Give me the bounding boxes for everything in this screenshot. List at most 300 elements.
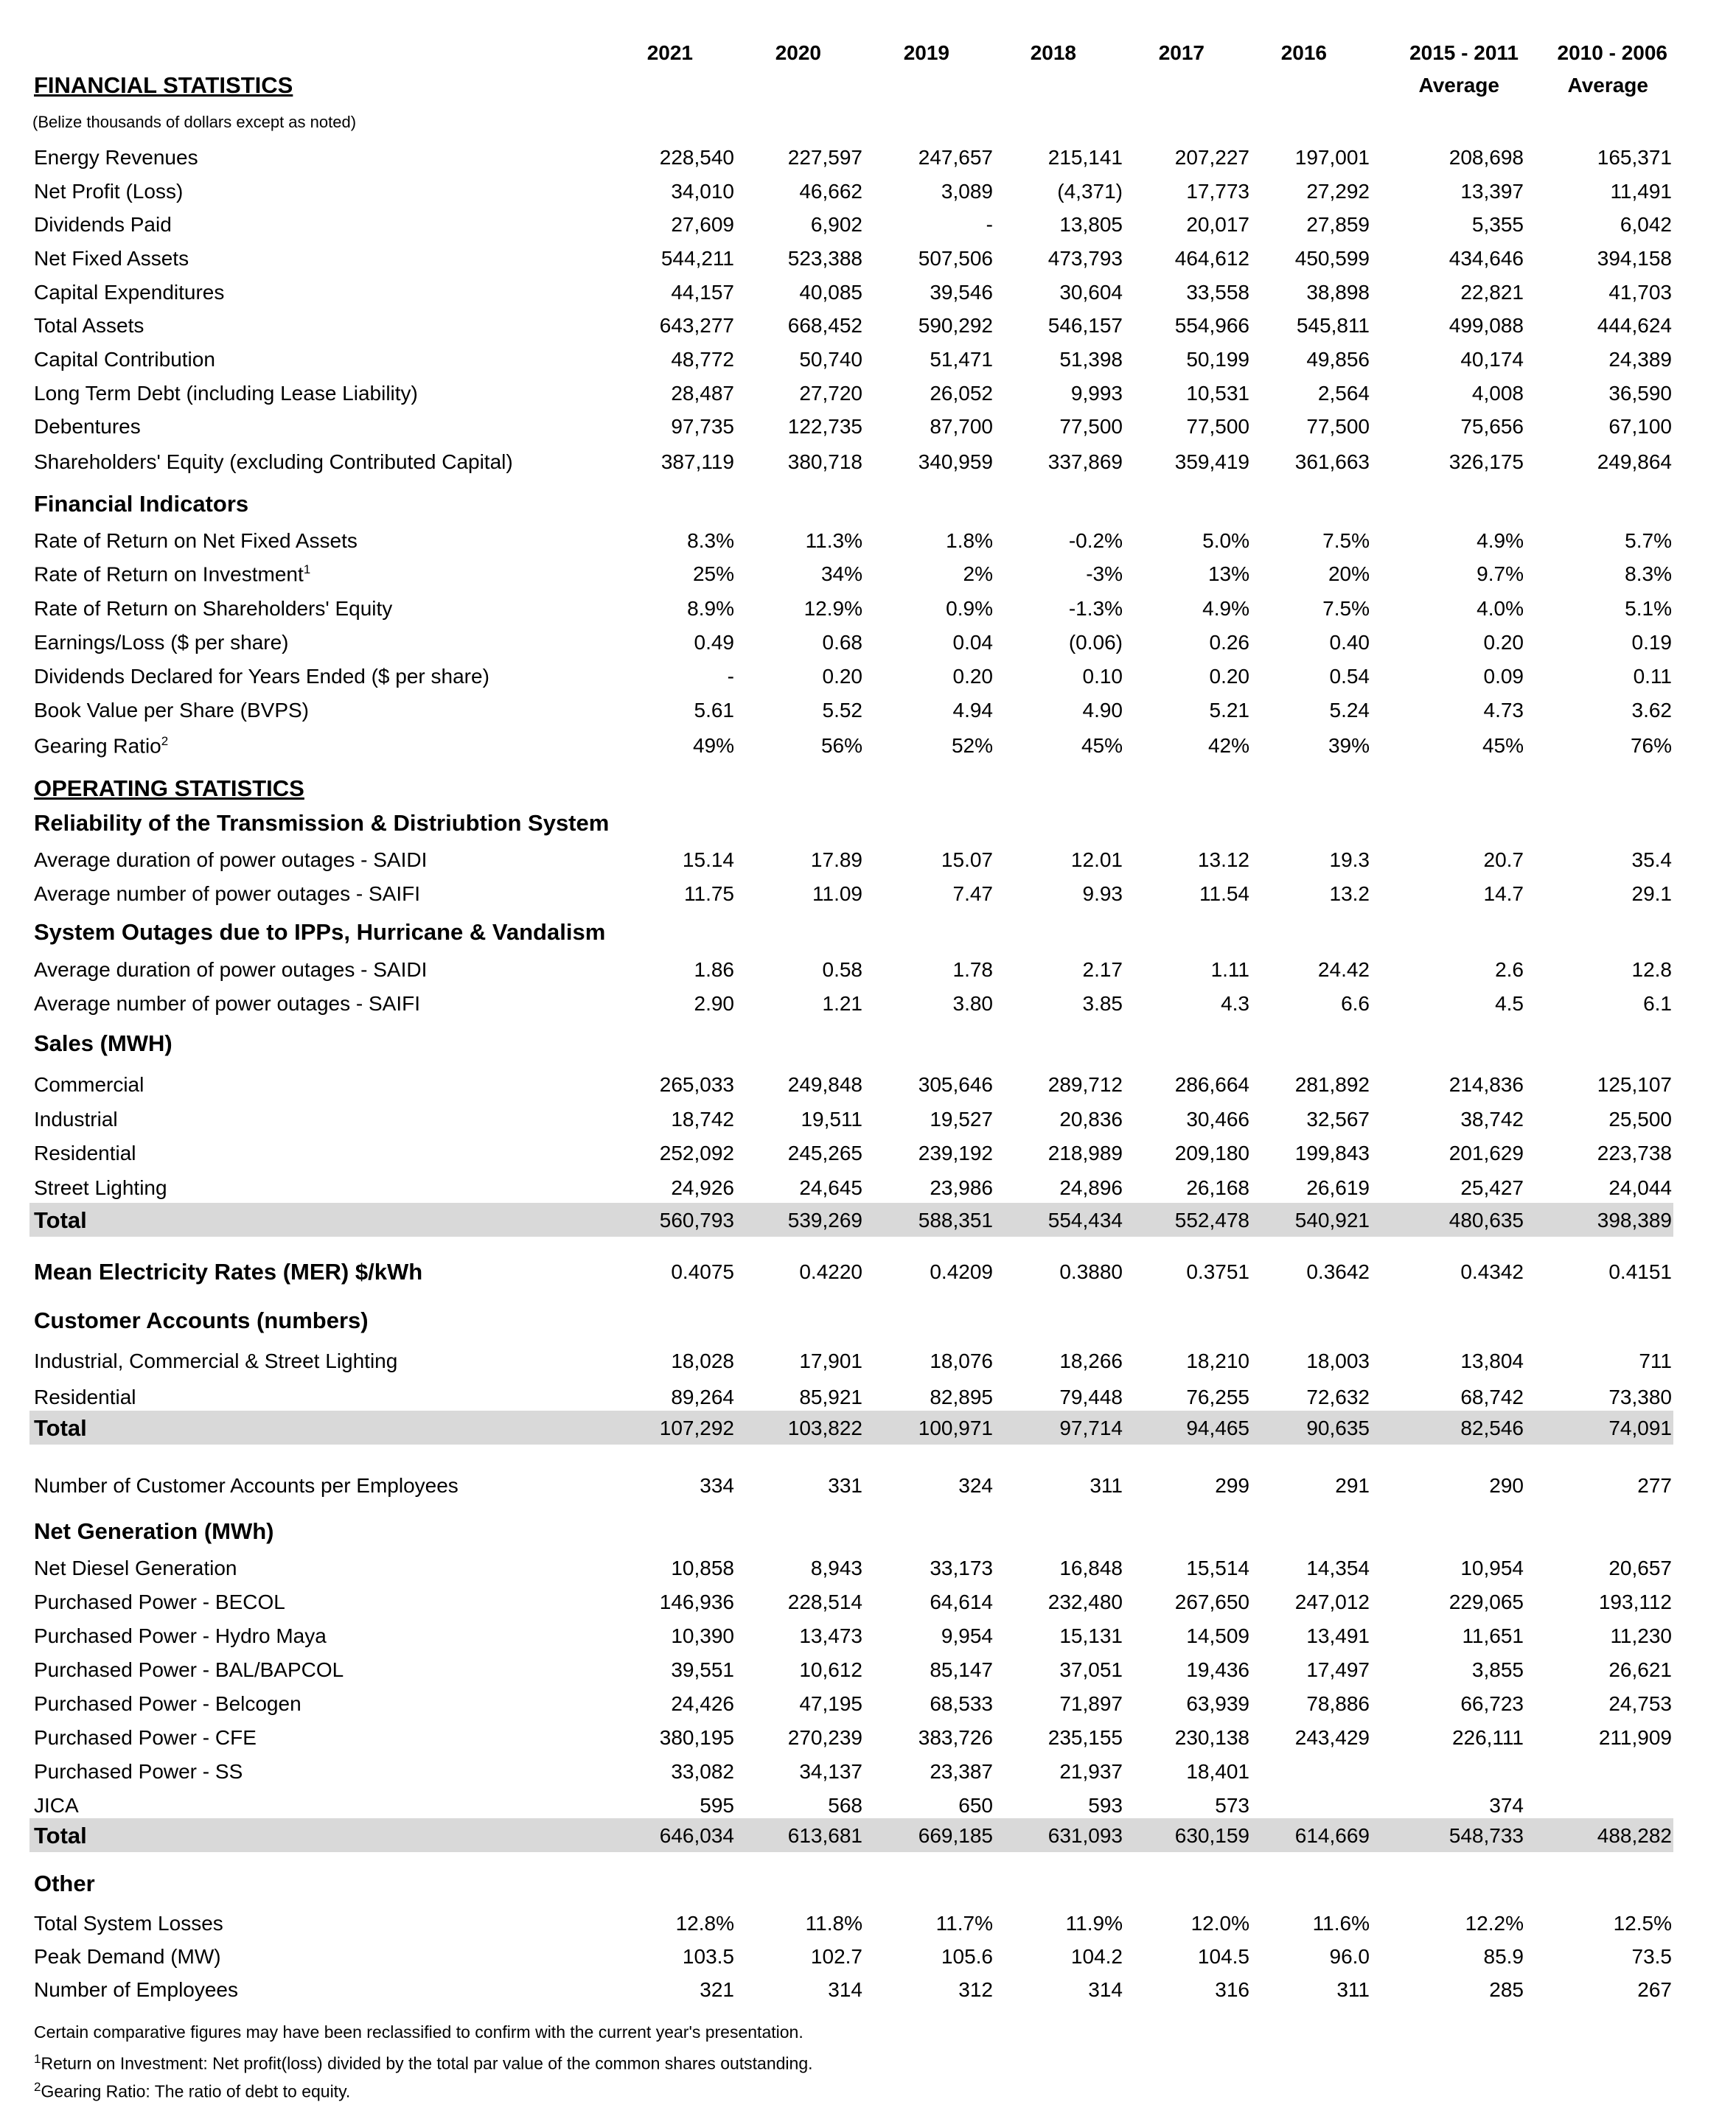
cell-value: 507,506: [918, 247, 993, 270]
row-label: [34, 1978, 238, 2002]
cell-value: 286,664: [1174, 1073, 1249, 1096]
row-label: [34, 281, 224, 304]
cell-value: 32,567: [1306, 1108, 1370, 1131]
section-title: Reliability of the Transmission & Distriubtion System: [34, 810, 610, 836]
cell-value: 232,480: [1047, 1591, 1123, 1613]
row-label-text: Capital Contribution: [34, 348, 215, 371]
cell-value: 103.5: [682, 1945, 734, 1968]
cell-value: 630,159: [1174, 1824, 1249, 1847]
cell-value: 17,497: [1306, 1658, 1370, 1681]
cell-value: 73.5: [1631, 1945, 1672, 1968]
cell-value: 2,564: [1317, 382, 1370, 405]
cell-value: 434,646: [1449, 247, 1524, 270]
row-label: [34, 213, 172, 237]
table-row: [29, 1103, 1673, 1137]
row-label: [34, 146, 198, 170]
row-label-text: Total Assets: [34, 314, 144, 337]
cell-value: 24.42: [1317, 958, 1370, 981]
cell-value: 0.20: [1483, 631, 1524, 654]
row-label-text: Purchased Power - BECOL: [34, 1591, 285, 1613]
cell-value: 40,085: [799, 281, 862, 304]
cell-value: 85.9: [1483, 1945, 1524, 1968]
cell-value: 209,180: [1174, 1142, 1249, 1165]
cell-value: 0.58: [822, 958, 862, 981]
cell-value: 247,012: [1294, 1591, 1370, 1613]
cell-value: (4,371): [1057, 180, 1123, 203]
cell-value: 4.9%: [1202, 597, 1249, 620]
cell-value: 38,898: [1306, 281, 1370, 304]
row-label-text: Rate of Return on Net Fixed Assets: [34, 529, 358, 552]
table-row: [29, 878, 1673, 912]
cell-value: 11.09: [812, 882, 862, 905]
cell-value: 291: [1335, 1474, 1370, 1497]
row-label: [34, 529, 358, 553]
cell-value: 631,093: [1047, 1824, 1123, 1847]
cell-value: 593: [1088, 1794, 1123, 1817]
cell-value: 12.5%: [1613, 1912, 1672, 1935]
cell-value: 321: [700, 1978, 734, 2001]
cell-value: 102.7: [810, 1945, 862, 1968]
row-label: [34, 597, 392, 621]
row-label: [34, 882, 420, 906]
cell-value: 19.3: [1329, 848, 1370, 871]
cell-value: 66,723: [1460, 1692, 1524, 1715]
row-label: [34, 1415, 87, 1442]
cell-value: 18,266: [1059, 1349, 1123, 1372]
cell-value: 94,465: [1186, 1417, 1249, 1439]
cell-value: 25%: [692, 562, 734, 585]
row-label-text: Gearing Ratio: [34, 734, 161, 758]
cell-value: 21,937: [1059, 1760, 1123, 1783]
cell-value: 4.0%: [1477, 597, 1524, 620]
cell-value: 97,735: [671, 415, 734, 438]
cell-value: 7.47: [952, 882, 993, 905]
row-label: [34, 1591, 285, 1614]
row-label: [34, 992, 420, 1016]
row-label: [34, 734, 168, 758]
row-label: [34, 1945, 221, 1969]
column-header: 2020: [775, 41, 821, 64]
cell-value: 3.85: [1082, 992, 1123, 1015]
cell-value: 223,738: [1597, 1142, 1672, 1165]
cell-value: 20%: [1328, 562, 1370, 585]
row-label: [34, 1207, 87, 1234]
cell-value: 207,227: [1174, 146, 1249, 169]
cell-value: 50,740: [799, 348, 862, 371]
cell-value: 595: [700, 1794, 734, 1817]
row-label-text: Purchased Power - Hydro Maya: [34, 1624, 327, 1647]
cell-value: 20.7: [1483, 848, 1524, 871]
footnote-marker: 2: [161, 734, 169, 748]
cell-value: 1.11: [1210, 958, 1249, 981]
cell-value: 359,419: [1174, 450, 1249, 473]
cell-value: 51,398: [1059, 348, 1123, 371]
row-label-text: Capital Expenditures: [34, 281, 225, 304]
cell-value: 265,033: [659, 1073, 734, 1096]
cell-value: 2.90: [694, 992, 734, 1015]
cell-value: 0.54: [1329, 665, 1370, 688]
cell-value: 104.2: [1070, 1945, 1123, 1968]
row-label-text: Total: [34, 1207, 87, 1233]
cell-value: 4,008: [1471, 382, 1524, 405]
row-label-text: Rate of Return on Shareholders' Equity: [34, 597, 393, 620]
cell-value: 10,390: [671, 1624, 734, 1647]
cell-value: 50,199: [1186, 348, 1249, 371]
cell-value: 6,902: [810, 213, 862, 236]
cell-value: 107,292: [659, 1417, 734, 1439]
cell-value: 13,805: [1059, 213, 1123, 236]
footnote-text: Return on Investment: Net profit(loss) divided by the total par value of the common shares outstanding.: [41, 2053, 813, 2073]
cell-value: 12.01: [1070, 848, 1123, 871]
cell-value: 380,718: [787, 450, 862, 473]
cell-value: 11.54: [1199, 882, 1249, 905]
cell-value: 11.9%: [1065, 1912, 1123, 1935]
row-label-text: Purchased Power - BAL/BAPCOL: [34, 1658, 344, 1681]
cell-value: 311: [1090, 1474, 1123, 1497]
cell-value: 48,772: [671, 348, 734, 371]
cell-value: 229,065: [1449, 1591, 1524, 1613]
total-row: [29, 1254, 1673, 1288]
cell-value: (0.06): [1068, 631, 1123, 654]
cell-value: 105.6: [941, 1945, 993, 1968]
cell-value: 314: [1088, 1978, 1123, 2001]
cell-value: 299: [1215, 1474, 1249, 1497]
row-label-text: Purchased Power - CFE: [34, 1726, 257, 1749]
cell-value: 11.75: [684, 882, 734, 905]
column-header: 2016: [1280, 41, 1327, 64]
row-label-text: Earnings/Loss ($ per share): [34, 631, 289, 654]
row-label: [34, 665, 489, 688]
row-label-text: Number of Customer Accounts per Employees: [34, 1474, 459, 1497]
cell-value: 25,500: [1608, 1108, 1672, 1131]
cell-value: 10,858: [671, 1557, 734, 1579]
cell-value: 77,500: [1186, 415, 1249, 438]
cell-value: 197,001: [1294, 146, 1370, 169]
row-label: [34, 1142, 136, 1165]
cell-value: 4.94: [952, 699, 993, 722]
cell-value: 0.04: [952, 631, 993, 654]
row-label: [34, 382, 418, 405]
cell-value: 18,210: [1186, 1349, 1249, 1372]
section-title: Sales (MWH): [34, 1030, 172, 1056]
cell-value: 15.14: [682, 848, 734, 871]
cell-value: 13,491: [1306, 1624, 1370, 1647]
table-row: [29, 411, 1673, 444]
cell-value: 11.3%: [805, 529, 862, 552]
cell-value: 480,635: [1449, 1209, 1524, 1232]
column-subheader: Average: [1567, 74, 1648, 97]
cell-value: 17.89: [810, 848, 862, 871]
table-row: [29, 1756, 1673, 1790]
cell-value: 24,645: [799, 1176, 862, 1199]
cell-value: 20,836: [1059, 1108, 1123, 1131]
cell-value: -3%: [1086, 562, 1123, 585]
cell-value: 77,500: [1306, 415, 1370, 438]
cell-value: 34%: [820, 562, 862, 585]
cell-value: 337,869: [1047, 450, 1123, 473]
row-label-text: Number of Employees: [34, 1978, 239, 2001]
cell-value: 15,514: [1186, 1557, 1249, 1579]
column-header: 2019: [903, 41, 949, 64]
cell-value: 554,434: [1047, 1209, 1123, 1232]
cell-value: 552,478: [1174, 1209, 1249, 1232]
cell-value: 63,939: [1186, 1692, 1249, 1715]
cell-value: 324: [958, 1474, 993, 1497]
cell-value: 0.4342: [1460, 1260, 1524, 1283]
cell-value: 52%: [951, 734, 993, 757]
cell-value: 18,076: [930, 1349, 993, 1372]
row-label-text: Industrial, Commercial & Street Lighting: [34, 1349, 398, 1372]
row-label: [34, 1912, 223, 1935]
cell-value: 560,793: [659, 1209, 734, 1232]
row-label-text: Industrial: [34, 1108, 118, 1131]
cell-value: 4.5: [1495, 992, 1524, 1015]
row-label-text: Total: [34, 1415, 87, 1441]
cell-value: 146,936: [659, 1591, 734, 1613]
row-label-text: Net Fixed Assets: [34, 247, 189, 270]
cell-value: 398,389: [1597, 1209, 1672, 1232]
cell-value: 39,551: [671, 1658, 734, 1681]
section-title: Other: [34, 1871, 95, 1896]
cell-value: 316: [1215, 1978, 1249, 2001]
table-row: [29, 1722, 1673, 1756]
table-row: [29, 1941, 1673, 1974]
cell-value: 1.78: [952, 958, 993, 981]
cell-value: 27,292: [1306, 180, 1370, 203]
cell-value: 10,531: [1186, 382, 1249, 405]
cell-value: 239,192: [918, 1142, 993, 1165]
cell-value: 11,491: [1610, 180, 1672, 203]
cell-value: 464,612: [1174, 247, 1249, 270]
cell-value: 0.09: [1483, 665, 1524, 688]
cell-value: 25,427: [1460, 1176, 1524, 1199]
cell-value: 0.4220: [799, 1260, 862, 1283]
footnote-marker: 1: [303, 562, 311, 576]
cell-value: 68,742: [1460, 1386, 1524, 1408]
row-label-text: Average number of power outages - SAIFI: [34, 992, 420, 1015]
row-label-text: Dividends Declared for Years Ended ($ per share): [34, 665, 489, 688]
footnote-general: Certain comparative figures may have been reclassified to confirm with the current year's presentation.: [34, 2022, 803, 2042]
cell-value: 0.3642: [1306, 1260, 1370, 1283]
cell-value: 6.6: [1341, 992, 1370, 1015]
cell-value: 49,856: [1306, 348, 1370, 371]
cell-value: 51,471: [930, 348, 993, 371]
cell-value: 0.10: [1082, 665, 1123, 688]
cell-value: 87,700: [930, 415, 993, 438]
cell-value: 42%: [1207, 734, 1249, 757]
cell-value: 44,157: [671, 281, 734, 304]
cell-value: 24,926: [671, 1176, 734, 1199]
table-row: [29, 1654, 1673, 1688]
cell-value: 9.7%: [1477, 562, 1524, 585]
cell-value: 0.9%: [946, 597, 993, 620]
units-note: (Belize thousands of dollars except as noted): [32, 113, 357, 131]
cell-value: 40,174: [1460, 348, 1524, 371]
column-header: 2015 - 2011: [1409, 41, 1519, 64]
cell-value: 8.3%: [687, 529, 734, 552]
cell-value: 34,137: [799, 1760, 862, 1783]
cell-value: 4.73: [1483, 699, 1524, 722]
row-label: [34, 1760, 243, 1784]
cell-value: 208,698: [1449, 146, 1524, 169]
row-label-text: Total: [34, 1823, 87, 1848]
cell-value: 5.1%: [1625, 597, 1672, 620]
cell-value: -: [727, 665, 734, 688]
cell-value: 9,993: [1070, 382, 1123, 405]
cell-value: 97,714: [1059, 1417, 1123, 1439]
cell-value: 19,527: [930, 1108, 993, 1131]
cell-value: 211,909: [1598, 1726, 1672, 1749]
cell-value: 643,277: [659, 314, 734, 337]
cell-value: 38,742: [1460, 1108, 1524, 1131]
cell-value: 0.3880: [1059, 1260, 1123, 1283]
cell-value: 56%: [820, 734, 862, 757]
cell-value: 27,859: [1306, 213, 1370, 236]
footnote: [34, 2080, 350, 2102]
column-header: 2018: [1030, 41, 1076, 64]
cell-value: 548,733: [1449, 1824, 1524, 1847]
cell-value: 13%: [1207, 562, 1249, 585]
cell-value: 36,590: [1608, 382, 1672, 405]
cell-value: 33,173: [930, 1557, 993, 1579]
footnote: [34, 2052, 813, 2074]
cell-value: 79,448: [1059, 1386, 1123, 1408]
cell-value: 614,669: [1294, 1824, 1370, 1847]
cell-value: 45%: [1482, 734, 1524, 757]
cell-value: 305,646: [918, 1073, 993, 1096]
cell-value: 49%: [692, 734, 734, 757]
cell-value: 9,954: [941, 1624, 993, 1647]
cell-value: 312: [958, 1978, 993, 2001]
cell-value: 245,265: [787, 1142, 862, 1165]
cell-value: 24,389: [1608, 348, 1672, 371]
cell-value: 35.4: [1631, 848, 1672, 871]
table-row: [29, 209, 1673, 242]
cell-value: 5.24: [1329, 699, 1370, 722]
cell-value: 247,657: [918, 146, 993, 169]
cell-value: 37,051: [1059, 1658, 1123, 1681]
table-row: [29, 276, 1673, 310]
cell-value: 73,380: [1608, 1386, 1672, 1408]
row-label: [34, 1692, 301, 1716]
cell-value: 590,292: [918, 314, 993, 337]
table-row: [29, 1069, 1673, 1103]
cell-value: 2.17: [1082, 958, 1123, 981]
cell-value: 103,822: [787, 1417, 862, 1439]
cell-value: 0.3751: [1186, 1260, 1249, 1283]
cell-value: 27,720: [799, 382, 862, 405]
table-row: [29, 1345, 1673, 1379]
cell-value: -: [986, 213, 993, 236]
cell-value: 30,466: [1186, 1108, 1249, 1131]
cell-value: 0.11: [1633, 665, 1672, 688]
cell-value: 226,111: [1451, 1726, 1524, 1749]
cell-value: 267: [1637, 1978, 1672, 2001]
row-label: [34, 1386, 136, 1409]
cell-value: 228,540: [659, 146, 734, 169]
row-label-text: Dividends Paid: [34, 213, 172, 236]
cell-value: 13,473: [799, 1624, 862, 1647]
section-title: Customer Accounts (numbers): [34, 1307, 369, 1333]
cell-value: 23,986: [930, 1176, 993, 1199]
cell-value: 387,119: [660, 450, 734, 473]
cell-value: 4.9%: [1477, 529, 1524, 552]
cell-value: 20,657: [1608, 1557, 1672, 1579]
cell-value: 340,959: [918, 450, 993, 473]
cell-value: 1.21: [822, 992, 862, 1015]
row-label: [34, 348, 215, 371]
cell-value: 5.0%: [1202, 529, 1249, 552]
cell-value: 5.61: [694, 699, 734, 722]
cell-value: 4.3: [1221, 992, 1249, 1015]
table-row: [29, 1620, 1673, 1654]
cell-value: 39%: [1328, 734, 1370, 757]
row-label: [34, 1823, 87, 1849]
cell-value: 26,168: [1186, 1176, 1249, 1199]
cell-value: 588,351: [918, 1209, 993, 1232]
cell-value: 285: [1489, 1978, 1524, 2001]
cell-value: 568: [828, 1794, 862, 1817]
cell-value: 16,848: [1059, 1557, 1123, 1579]
row-label-text: Residential: [34, 1386, 136, 1408]
cell-value: 252,092: [659, 1142, 734, 1165]
cell-value: 488,282: [1597, 1824, 1672, 1847]
row-label-text: Mean Electricity Rates (MER) $/kWh: [34, 1259, 423, 1285]
total-row: [29, 1203, 1673, 1237]
cell-value: 0.26: [1209, 631, 1249, 654]
cell-value: 361,663: [1294, 450, 1370, 473]
cell-value: 82,546: [1460, 1417, 1524, 1439]
cell-value: 7.5%: [1322, 597, 1370, 620]
cell-value: 20,017: [1186, 213, 1249, 236]
cell-value: 326,175: [1449, 450, 1524, 473]
cell-value: 34,010: [671, 180, 734, 203]
cell-value: 13.12: [1197, 848, 1249, 871]
cell-value: 9.93: [1082, 882, 1123, 905]
table-row: [29, 1172, 1673, 1206]
row-label-text: Debentures: [34, 415, 141, 438]
row-label-text: Net Diesel Generation: [34, 1557, 237, 1579]
row-label-text: Book Value per Share (BVPS): [34, 699, 310, 722]
footnote-text: Gearing Ratio: The ratio of debt to equity.: [41, 2081, 351, 2101]
row-label: [34, 631, 289, 654]
cell-value: 165,371: [1597, 146, 1672, 169]
row-label: [34, 699, 309, 722]
row-label-text: Purchased Power - Belcogen: [34, 1692, 301, 1715]
cell-value: 249,864: [1597, 450, 1672, 473]
row-label: [34, 848, 427, 872]
cell-value: 7.5%: [1322, 529, 1370, 552]
cell-value: 19,436: [1186, 1658, 1249, 1681]
cell-value: 573: [1215, 1794, 1249, 1817]
cell-value: 18,028: [671, 1349, 734, 1372]
cell-value: 0.20: [822, 665, 862, 688]
cell-value: 6,042: [1620, 213, 1672, 236]
cell-value: 18,401: [1186, 1760, 1249, 1783]
cell-value: 10,954: [1460, 1557, 1524, 1579]
cell-value: -0.2%: [1068, 529, 1123, 552]
cell-value: 3,089: [941, 180, 993, 203]
cell-value: 26,621: [1608, 1658, 1672, 1681]
cell-value: 23,387: [930, 1760, 993, 1783]
table-row: [29, 377, 1673, 411]
cell-value: 214,836: [1449, 1073, 1524, 1096]
section-title: FINANCIAL STATISTICS: [34, 72, 293, 98]
cell-value: 201,629: [1449, 1142, 1524, 1165]
cell-value: 235,155: [1047, 1726, 1123, 1749]
row-label: [34, 180, 183, 203]
cell-value: 0.4075: [671, 1260, 734, 1283]
